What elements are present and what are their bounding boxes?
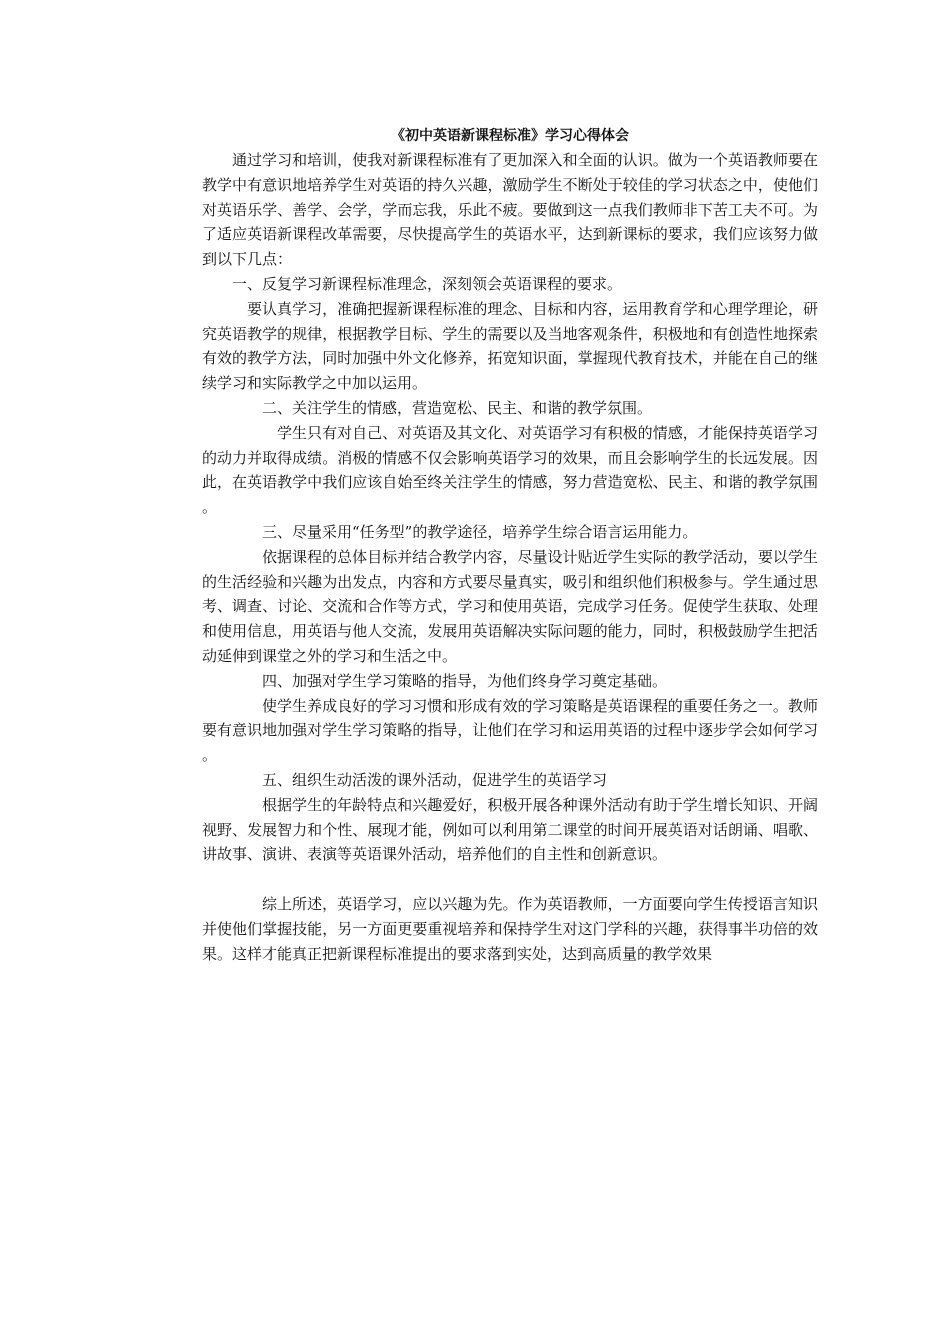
- section-body-4: 使学生养成良好的学习习惯和形成有效的学习策略是英语课程的重要任务之一。教师要有意识地加强对学生学习策略的指导，让他们在学习和运用英语的过程中逐步学会如何学习。: [202, 696, 818, 765]
- section-heading-1: 一、反复学习新课程标准理念，深刻领会英语课程的要求。: [232, 274, 623, 293]
- conclusion-paragraph: 综上所述，英语学习，应以兴趣为先。作为英语教师，一方面要向学生传授语言知识并使他们掌握技能，另一方面更要重视培养和保持学生对这门学科的兴趣，获得事半功倍的效果。这样才能真正把新课程标准提出的要求落到实处，达到高质量的教学效果: [202, 894, 818, 963]
- section-heading-2: 二、关注学生的情感，营造宽松、民主、和谐的教学氛围。: [262, 398, 653, 417]
- intro-paragraph: 通过学习和培训，使我对新课程标准有了更加深入和全面的认识。做为一个英语教师要在教学中有意识地培养学生对英语的持久兴趣，激励学生不断处于较佳的学习状态之中，使他们对英语乐学、善学、会学，学而忘我，乐此不疲。要做到这一点我们教师非下苦工夫不可。为了适应英语新课程改革需要，尽快提高学生的英语水平，达到新课标的要求，我们应该努力做到以下几点：: [202, 151, 818, 269]
- section-body-5: 根据学生的年龄特点和兴趣爱好，积极开展各种课外活动有助于学生增长知识、开阔视野、发展智力和个性、展现才能，例如可以利用第二课堂的时间开展英语对话朗诵、唱歌、讲故事、演讲、表演等英语课外活动，培养他们的自主性和创新意识。: [202, 795, 818, 864]
- section-heading-5: 五、组织生动活泼的课外活动，促进学生的英语学习: [262, 770, 608, 789]
- section-body-2: 学生只有对自己、对英语及其文化、对英语学习有积极的情感，才能保持英语学习的动力并取得成绩。消极的情感不仅会影响英语学习的效果，而且会影响学生的长远发展。因此，在英语教学中我们应该自始至终关注学生的情感，努力营造宽松、民主、和谐的教学氛围。: [202, 423, 818, 517]
- section-body-1: 要认真学习，准确把握新课程标准的理念、目标和内容，运用教育学和心理学理论，研究英语教学的规律，根据教学目标、学生的需要以及当地客观条件，积极地和有创造性地探索有效的教学方法，同时加强中外文化修养，拓宽知识面，掌握现代教育技术，并能在自己的继续学习和实际教学之中加以运用。: [202, 299, 818, 393]
- document-body: [202, 124, 818, 966]
- section-heading-3: 三、尽量采用“任务型”的教学途径，培养学生综合语言运用能力。: [262, 522, 698, 541]
- document-title: 《初中英语新课程标准》学习心得体会: [391, 128, 629, 144]
- blank-line: [202, 867, 818, 892]
- section-body-3: 依据课程的总体目标并结合教学内容，尽量设计贴近学生实际的教学活动，要以学生的生活经验和兴趣为出发点，内容和方式要尽量真实，吸引和组织他们积极参与。学生通过思考、调查、讨论、交流和合作等方式，学习和使用英语，完成学习任务。促使学生获取、处理和使用信息，用英语与他人交流，发展用英语解决实际问题的能力，同时，积极鼓励学生把活动延伸到课堂之外的学习和生活之中。: [202, 547, 818, 665]
- section-heading-4: 四、加强对学生学习策略的指导，为他们终身学习奠定基础。: [262, 671, 668, 690]
